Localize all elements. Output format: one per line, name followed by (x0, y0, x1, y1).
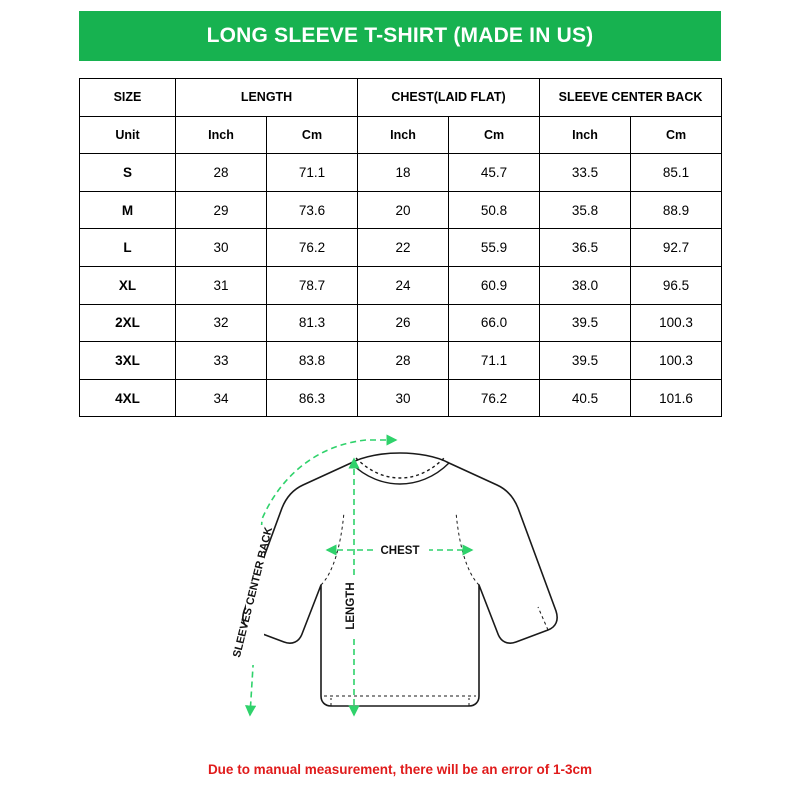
cell-length-inch: 34 (176, 379, 267, 417)
cell-sleeve-cm: 96.5 (631, 266, 722, 304)
header-length-inch: Inch (176, 116, 267, 154)
cell-chest-cm: 71.1 (449, 342, 540, 380)
cell-chest-cm: 50.8 (449, 191, 540, 229)
cell-sleeve-inch: 33.5 (540, 154, 631, 192)
cell-sleeve-inch: 39.5 (540, 342, 631, 380)
cell-sleeve-cm: 101.6 (631, 379, 722, 417)
header-sleeve-inch: Inch (540, 116, 631, 154)
header-sleeve-cm: Cm (631, 116, 722, 154)
cell-length-inch: 32 (176, 304, 267, 342)
chest-label: CHEST (380, 545, 420, 557)
cell-length-inch: 28 (176, 154, 267, 192)
cell-length-cm: 76.2 (267, 229, 358, 267)
measurement-disclaimer: Due to manual measurement, there will be an error of 1-3cm (207, 762, 593, 777)
header-unit: Unit (80, 116, 176, 154)
cell-length-inch: 31 (176, 266, 267, 304)
cell-length-inch: 30 (176, 229, 267, 267)
cell-sleeve-inch: 40.5 (540, 379, 631, 417)
cell-sleeve-cm: 92.7 (631, 229, 722, 267)
table-row (80, 154, 722, 192)
cell-chest-cm: 45.7 (449, 154, 540, 192)
cell-size: S (80, 154, 176, 192)
cell-chest-cm: 76.2 (449, 379, 540, 417)
cell-sleeve-inch: 39.5 (540, 304, 631, 342)
table-row (80, 191, 722, 229)
cell-length-cm: 81.3 (267, 304, 358, 342)
cell-sleeve-inch: 38.0 (540, 266, 631, 304)
cell-sleeve-cm: 100.3 (631, 342, 722, 380)
cell-length-cm: 86.3 (267, 379, 358, 417)
header-sleeve: SLEEVE CENTER BACK (540, 79, 722, 117)
header-length-cm: Cm (267, 116, 358, 154)
cell-chest-cm: 55.9 (449, 229, 540, 267)
cell-chest-inch: 24 (358, 266, 449, 304)
cell-chest-cm: 66.0 (449, 304, 540, 342)
table-header-groups (80, 79, 722, 117)
cell-size: 4XL (80, 379, 176, 417)
cell-sleeve-cm: 100.3 (631, 304, 722, 342)
cell-chest-inch: 26 (358, 304, 449, 342)
table-header-units (80, 116, 722, 154)
cell-chest-inch: 20 (358, 191, 449, 229)
cell-sleeve-cm: 88.9 (631, 191, 722, 229)
cell-length-inch: 29 (176, 191, 267, 229)
header-banner (79, 11, 721, 61)
cell-length-cm: 73.6 (267, 191, 358, 229)
table-row (80, 266, 722, 304)
header-chest-inch: Inch (358, 116, 449, 154)
cell-sleeve-cm: 85.1 (631, 154, 722, 192)
cell-chest-cm: 60.9 (449, 266, 540, 304)
size-table-container (79, 78, 721, 417)
cell-size: 3XL (80, 342, 176, 380)
cell-chest-inch: 22 (358, 229, 449, 267)
cell-length-cm: 78.7 (267, 266, 358, 304)
header-chest-cm: Cm (449, 116, 540, 154)
cell-sleeve-inch: 35.8 (540, 191, 631, 229)
cell-size: M (80, 191, 176, 229)
size-table (79, 78, 722, 417)
shirt-outline-icon (243, 453, 557, 706)
cell-length-cm: 83.8 (267, 342, 358, 380)
header-size: SIZE (80, 79, 176, 117)
cell-size: 2XL (80, 304, 176, 342)
cell-size: XL (80, 266, 176, 304)
cell-sleeve-inch: 36.5 (540, 229, 631, 267)
sleeve-label: SLEEVES CENTER BACK (231, 525, 276, 659)
table-row (80, 342, 722, 380)
page-title: LONG SLEEVE T-SHIRT (MADE IN US) (206, 24, 594, 47)
table-row (80, 229, 722, 267)
table-row (80, 304, 722, 342)
measurement-diagram (0, 415, 800, 745)
header-chest: CHEST(LAID FLAT) (358, 79, 540, 117)
cell-size: L (80, 229, 176, 267)
cell-chest-inch: 30 (358, 379, 449, 417)
cell-chest-inch: 28 (358, 342, 449, 380)
cell-chest-inch: 18 (358, 154, 449, 192)
cell-length-cm: 71.1 (267, 154, 358, 192)
table-row (80, 379, 722, 417)
cell-length-inch: 33 (176, 342, 267, 380)
length-label: LENGTH (345, 582, 357, 630)
header-length: LENGTH (176, 79, 358, 117)
